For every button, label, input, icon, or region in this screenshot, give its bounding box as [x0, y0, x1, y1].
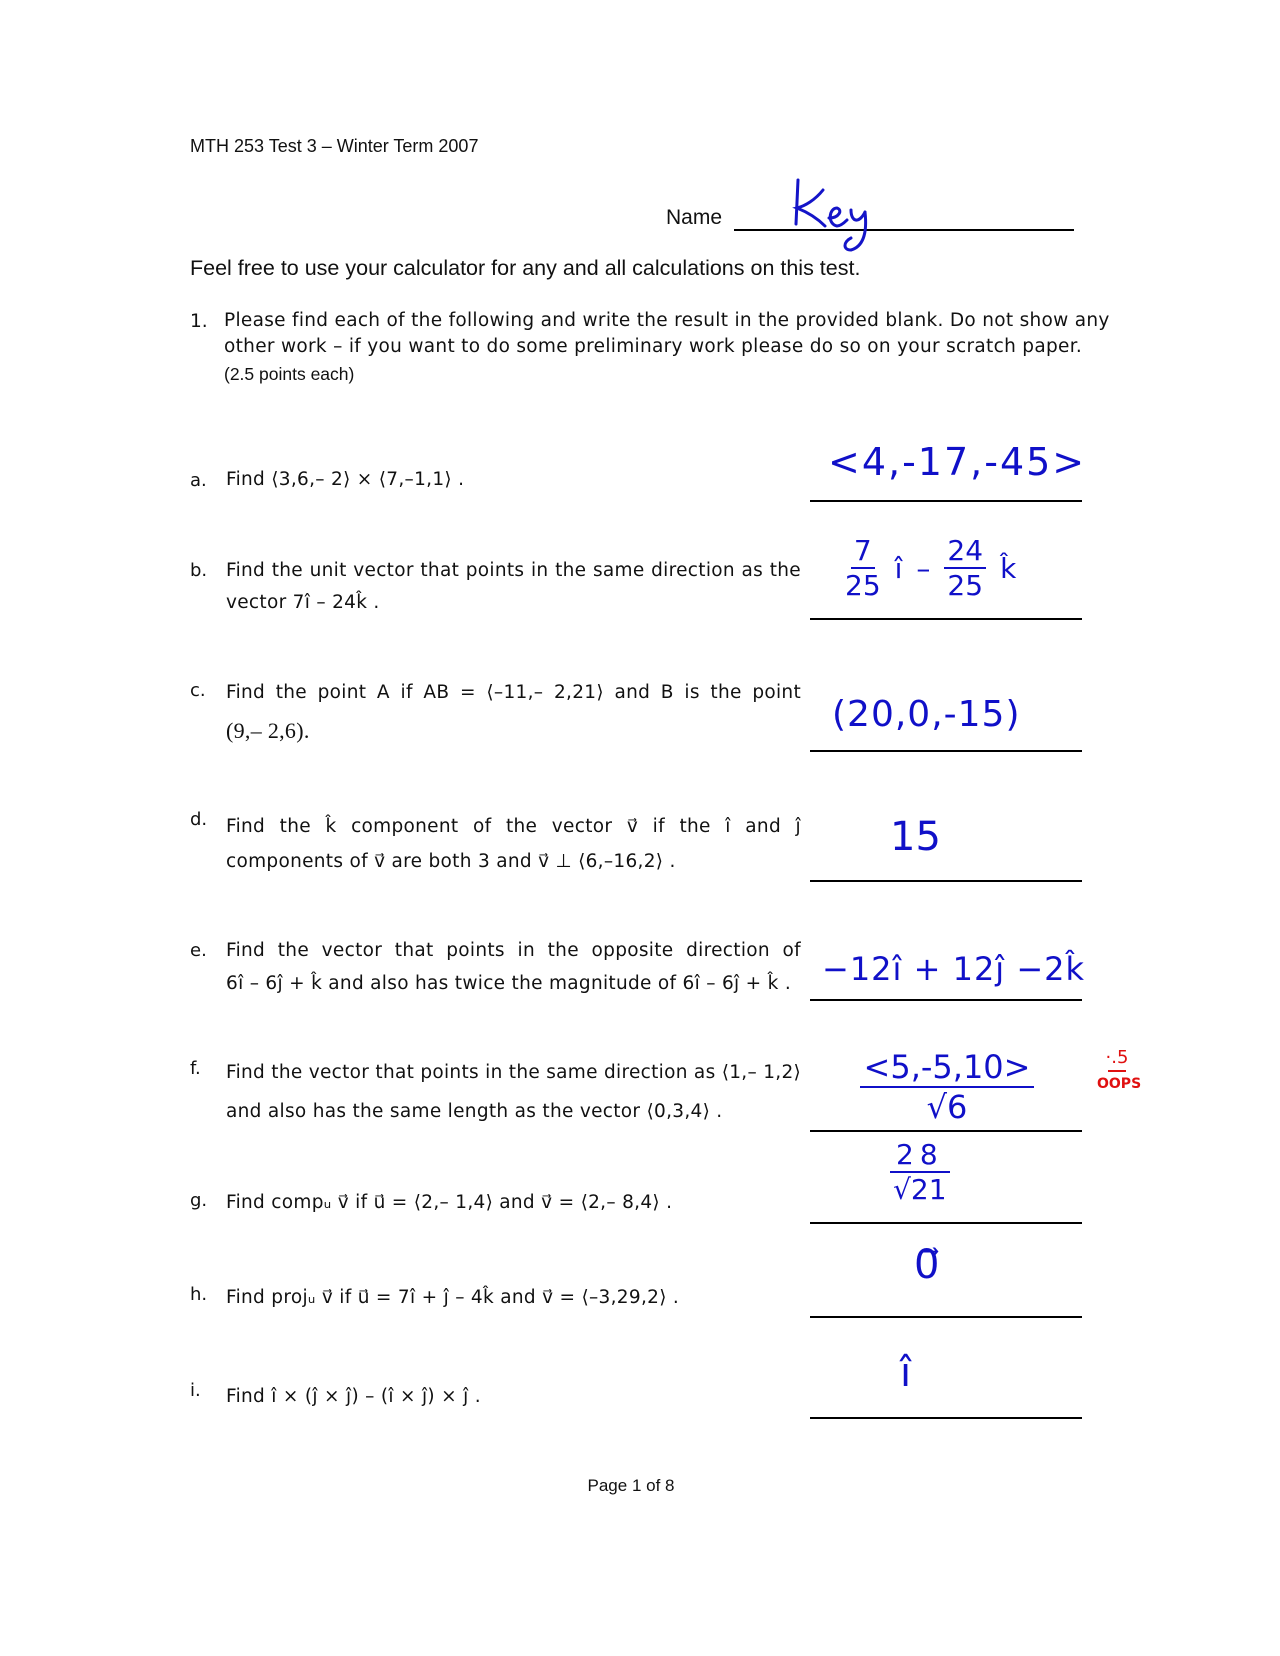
part-c-answer-line — [810, 750, 1082, 752]
part-e-label: e. — [190, 940, 207, 961]
part-d-answer: 15 — [890, 814, 941, 860]
part-c-answer: (20,0,-15) — [832, 694, 1021, 735]
part-h-text: Find projᵤ v⃗ if u⃗ = 7î + ĵ – 4k̂ and v⃗ = ⟨–3,29,2⟩ . — [226, 1287, 680, 1308]
part-b-minus: – — [916, 551, 931, 585]
part-i-answer-line — [810, 1417, 1082, 1419]
part-e-answer-line — [810, 999, 1082, 1001]
part-b-den1: 25 — [845, 569, 881, 602]
part-a-answer-line — [810, 500, 1082, 502]
part-b-answer — [845, 534, 1016, 602]
problem-text-line1: Please find each of the following and write the result in the provided blank. Do not show any — [224, 310, 1110, 331]
part-e-text-line2: 6î – 6ĵ + k̂ and also has twice the magnitude of 6î – 6ĵ + k̂ . — [226, 973, 791, 994]
part-e-answer: −12î + 12ĵ −2k̂ — [822, 950, 1086, 988]
part-c-label: c. — [190, 680, 206, 701]
part-d-answer-line — [810, 880, 1082, 882]
part-f-text-line2: and also has the same length as the vector ⟨0,3,4⟩ . — [226, 1101, 723, 1122]
name-label: Name — [666, 206, 723, 229]
part-g-text: Find compᵤ v⃗ if u⃗ = ⟨2,– 1,4⟩ and v⃗ = ⟨2,– 8,4⟩ . — [226, 1192, 673, 1213]
part-e-text-line1: Find the vector that points in the opposite direction of — [226, 940, 801, 961]
part-b-label: b. — [190, 560, 208, 581]
part-h-answer: 0⃗ — [914, 1242, 940, 1288]
part-g-answer — [890, 1138, 950, 1206]
part-c-text-line2: (9,– 2,6). — [226, 718, 310, 743]
part-f-text-line1: Find the vector that points in the same direction as ⟨1,– 1,2⟩ — [226, 1062, 802, 1083]
part-f-label: f. — [190, 1058, 201, 1079]
problem-text-line2: other work – if you want to do some preliminary work please do so on your scratch paper. — [224, 336, 1083, 357]
part-b-frac2 — [944, 534, 986, 602]
part-f-numerator: <5,-5,10> — [860, 1048, 1035, 1088]
problem-number: 1. — [190, 311, 208, 332]
part-g-answer-line — [810, 1222, 1082, 1224]
part-f-note-rule — [1108, 1070, 1126, 1072]
part-a-text: Find ⟨3,6,– 2⟩ × ⟨7,–1,1⟩ . — [226, 469, 465, 490]
part-b-text-line1: Find the unit vector that points in the same direction as the — [226, 560, 801, 581]
part-a-label: a. — [190, 470, 207, 491]
page-footer: Page 1 of 8 — [587, 1476, 675, 1495]
part-d-text-line1: Find the k̂ component of the vector v⃗ if the î and ĵ — [226, 816, 801, 837]
part-g-label: g. — [190, 1190, 208, 1211]
name-handwriting — [785, 172, 885, 257]
part-b-num2: 24 — [944, 534, 986, 569]
part-g-numerator: 28 — [890, 1138, 950, 1173]
part-f-answer — [852, 1048, 1042, 1126]
part-f-denominator: √6 — [926, 1088, 968, 1126]
part-f-grader-note — [1097, 1047, 1142, 1094]
part-f-answer-line — [810, 1130, 1082, 1132]
part-b-frac1 — [845, 534, 881, 602]
part-i-text: Find î × (ĵ × ĵ) – (î × ĵ) × ĵ . — [226, 1386, 481, 1407]
part-g-denominator: √21 — [893, 1173, 947, 1206]
part-b-k-hat: k̂ — [1000, 551, 1017, 585]
part-h-answer-line — [810, 1316, 1082, 1318]
part-b-den2: 25 — [947, 569, 984, 602]
part-i-answer: î — [900, 1350, 912, 1396]
part-f-oops: OOPS — [1097, 1076, 1142, 1092]
part-b-i-hat: î — [894, 551, 903, 585]
part-a-answer: <4,-17,-45> — [828, 440, 1087, 484]
part-b-num1: 7 — [851, 534, 875, 569]
problem-points: (2.5 points each) — [224, 364, 355, 384]
part-b-text-line2: vector 7î – 24k̂ . — [226, 592, 380, 613]
page-header-title: MTH 253 Test 3 – Winter Term 2007 — [190, 136, 479, 156]
part-i-label: i. — [190, 1380, 201, 1401]
intro-text: Feel free to use your calculator for any and all calculations on this test. — [190, 256, 861, 280]
part-h-label: h. — [190, 1284, 208, 1305]
part-d-label: d. — [190, 809, 208, 830]
part-c-text-line1: Find the point A if AB = ⟨–11,– 2,21⟩ and B is the point — [226, 682, 801, 703]
part-d-text-line2: components of v⃗ are both 3 and v⃗ ⊥ ⟨6,–16,2⟩ . — [226, 851, 676, 872]
part-f-deduction: ·.5 — [1105, 1047, 1129, 1068]
name-value: Key — [785, 172, 787, 173]
part-b-answer-line — [810, 618, 1082, 620]
